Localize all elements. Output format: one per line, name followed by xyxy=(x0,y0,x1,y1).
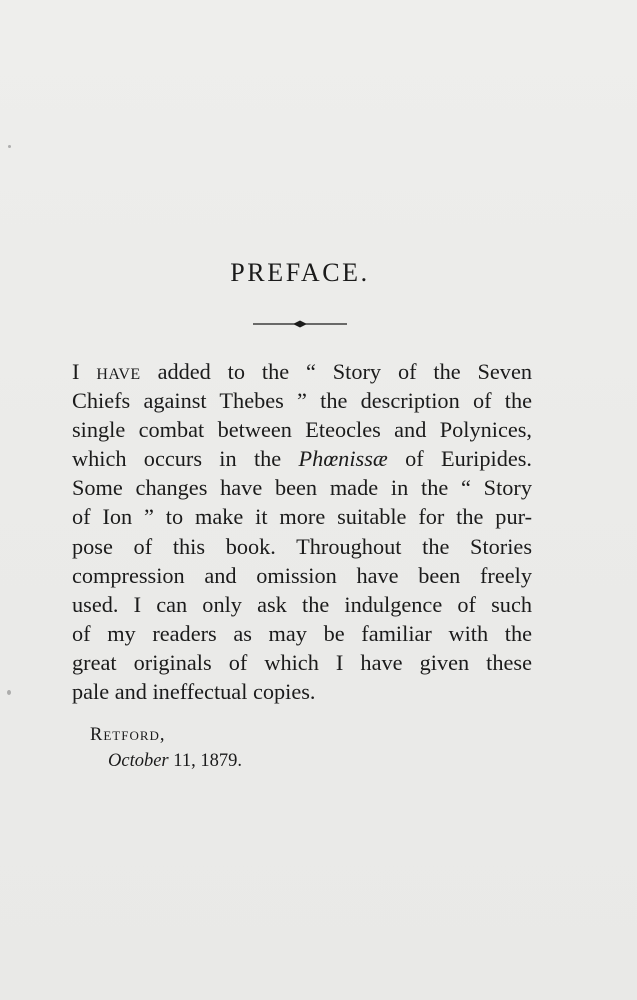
signoff xyxy=(90,722,242,774)
paragraph-line-6: of Ion ” to make it more suitable for the pur- xyxy=(72,504,532,530)
page-speck-top-left xyxy=(8,145,11,148)
small-caps-word: have xyxy=(96,359,141,384)
page-title: PREFACE. xyxy=(230,258,370,287)
drop-initial: I xyxy=(72,359,80,384)
signoff-place: Retford, xyxy=(90,725,166,745)
signoff-day-year: 11, 1879. xyxy=(173,751,242,771)
italic-title: Phœnissæ xyxy=(298,446,388,472)
paragraph-line-4 xyxy=(72,444,532,473)
preface-paragraph xyxy=(72,357,532,706)
line-4-tail: of Euripides. xyxy=(405,446,533,472)
page-speck-left-margin xyxy=(7,690,11,695)
paragraph-line-10: of my readers as may be familiar with the xyxy=(72,620,532,646)
signoff-month: October xyxy=(108,751,169,771)
line-4-lead: which occurs in the xyxy=(72,446,282,472)
signoff-date xyxy=(90,748,242,774)
paragraph-line-2: Chiefs against Thebes ” the description of the xyxy=(72,388,532,414)
paragraph-line-11: great originals of which I have given these xyxy=(72,649,532,675)
paragraph-line-12: pale and ineffectual copies. xyxy=(72,679,316,705)
paragraph-line-1 xyxy=(72,357,532,386)
paragraph-line-5: Some changes have been made in the “ Story xyxy=(72,475,532,501)
paragraph-line-7: pose of this book. Throughout the Stories xyxy=(72,533,532,559)
paragraph-line-3: single combat between Eteocles and Polynices, xyxy=(72,417,532,443)
paragraph-line-9: used. I can only ask the indulgence of such xyxy=(72,591,532,617)
line-1-text: added to the “ Story of the Seven xyxy=(157,359,532,384)
paragraph-line-8: compression and omission have been freely xyxy=(72,562,532,588)
diamond-rule-ornament xyxy=(253,317,347,331)
